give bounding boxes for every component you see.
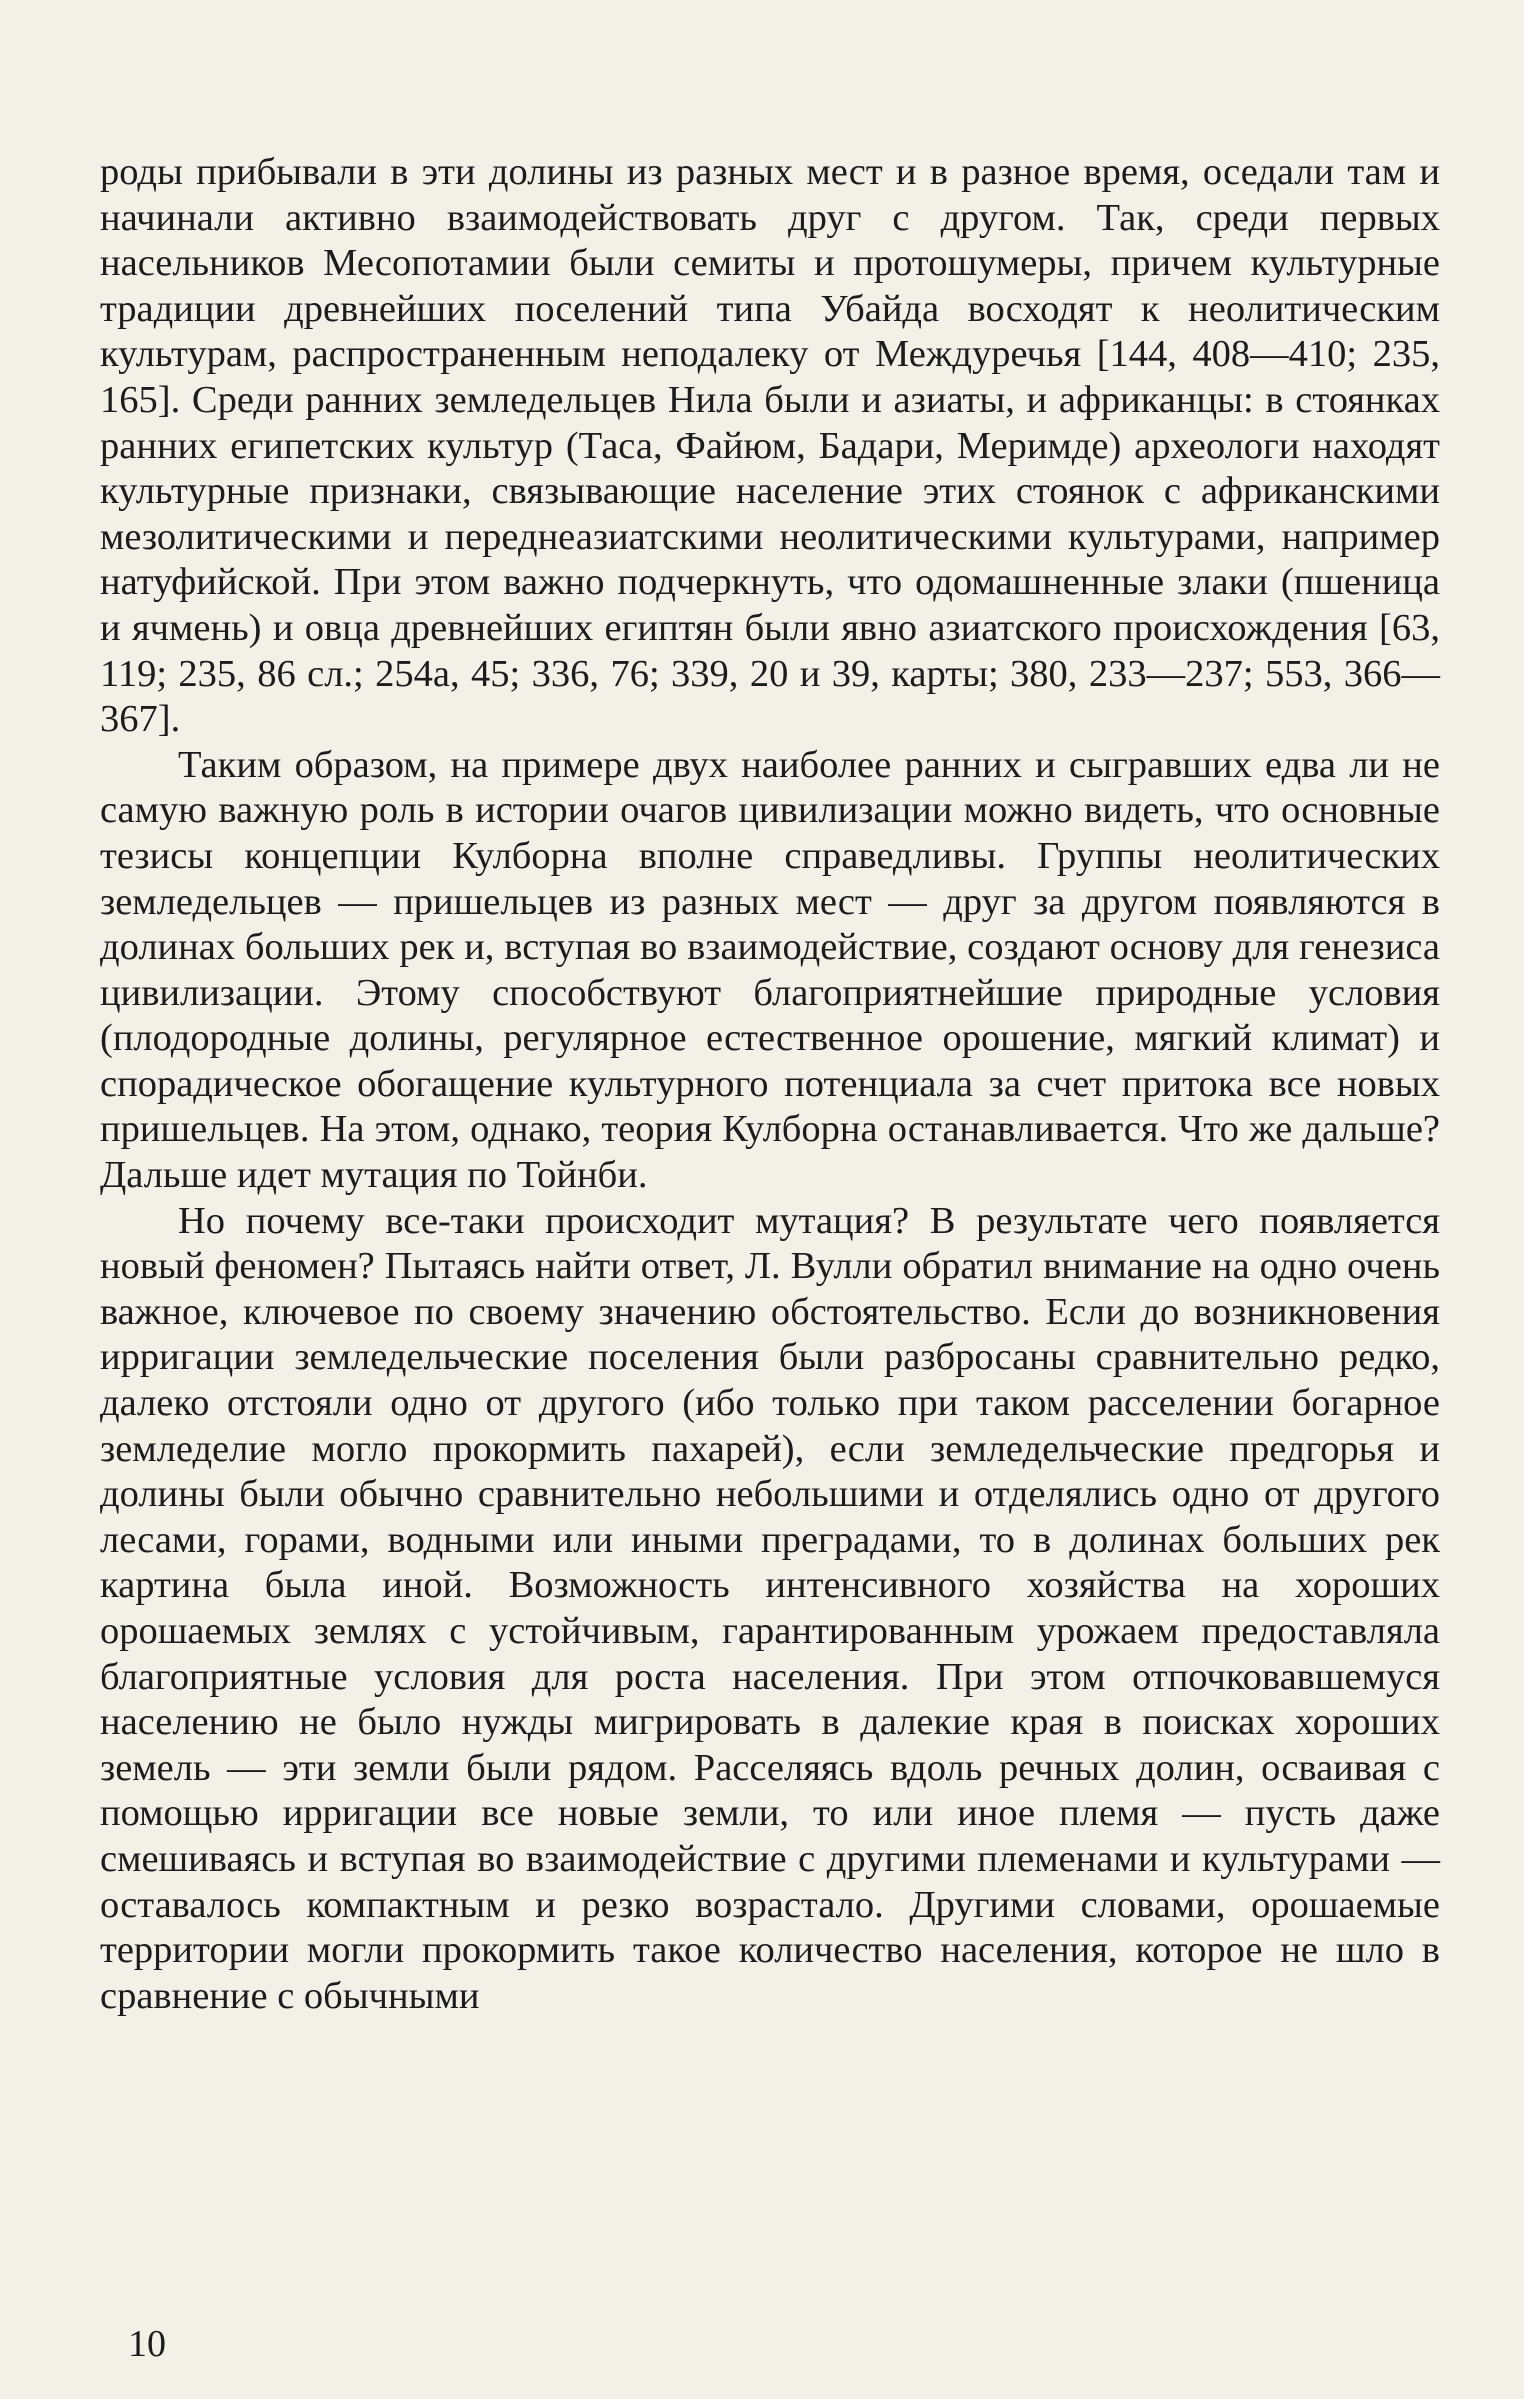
paragraph-3: Но почему все-таки происходит мутация? В результате чего появляется новый феномен? Пытаясь найти ответ, Л. Вулли обратил внимание на одно очень важное, ключевое по своему значению обстоятельство. Если до возникновения ирригации земледельческие поселения были разбросаны сравнительно редко, далеко отстояли одно от другого (ибо только при таком расселении богарное земледелие могло прокормить пахарей), если земледельческие предгорья и долины были обычно сравнительно небольшими и отделялись одно от другого лесами, горами, водными или иными преградами, то в долинах больших рек картина была иной. Возможность интенсивного хозяйства на хороших орошаемых землях с устойчивым, гарантированным урожаем предоставляла благоприятные условия для роста населения. При этом отпочковавшемуся населению не было нужды мигрировать в далекие края в поисках хороших земель — эти земли были рядом. Расселяясь вдоль речных долин, осваивая с помощью ирригации все новые земли, то или иное племя — пусть даже смешиваясь и вступая во взаимодействие с другими племенами и культурами — оставалось компактным и резко возрастало. Другими словами, орошаемые территории могли прокормить такое количество населения, которое не шло в сравнение с обычными — [100, 1199, 1440, 2017]
page-number: 10 — [128, 2323, 166, 2365]
paragraph-1: роды прибывали в эти долины из разных мест и в разное время, оседали там и начинали активно взаимодействовать друг с другом. Так, среди первых насельников Месопотамии были семиты и протошумеры, причем культурные традиции древнейших поселений типа Убайда восходят к неолитическим культурам, распространенным неподалеку от Междуречья [144, 408—410; 235, 165]. Среди ранних земледельцев Нила были и азиаты, и африканцы: в стоянках ранних египетских культур (Таса, Файюм, Бадари, Меримде) археологи находят культурные признаки, связывающие население этих стоянок с африканскими мезолитическими и переднеазиатскими неолитическими культурами, например натуфийской. При этом важно подчеркнуть, что одомашненные злаки (пшеница и ячмень) и овца древнейших египтян были явно азиатского происхождения [63, 119; 235, 86 сл.; 254а, 45; 336, 76; 339, 20 и 39, карты; 380, 233—237; 553, 366—367]. — [100, 151, 1440, 741]
paragraph-2: Таким образом, на примере двух наиболее ранних и сыгравших едва ли не самую важную роль в истории очагов цивилизации можно видеть, что основные тезисы концепции Кулборна вполне справедливы. Группы неолитических земледельцев — пришельцев из разных мест — друг за другом появляются в долинах больших рек и, вступая во взаимодействие, создают основу для генезиса цивилизации. Этому способствуют благоприятнейшие природные условия (плодородные долины, регулярное естественное орошение, мягкий климат) и спорадическое обогащение культурного потенциала за счет притока все новых пришельцев. На этом, однако, теория Кулборна останавливается. Что же дальше? Дальше идет мутация по Тойнби. — [100, 743, 1440, 1197]
body-text — [100, 150, 1440, 2019]
